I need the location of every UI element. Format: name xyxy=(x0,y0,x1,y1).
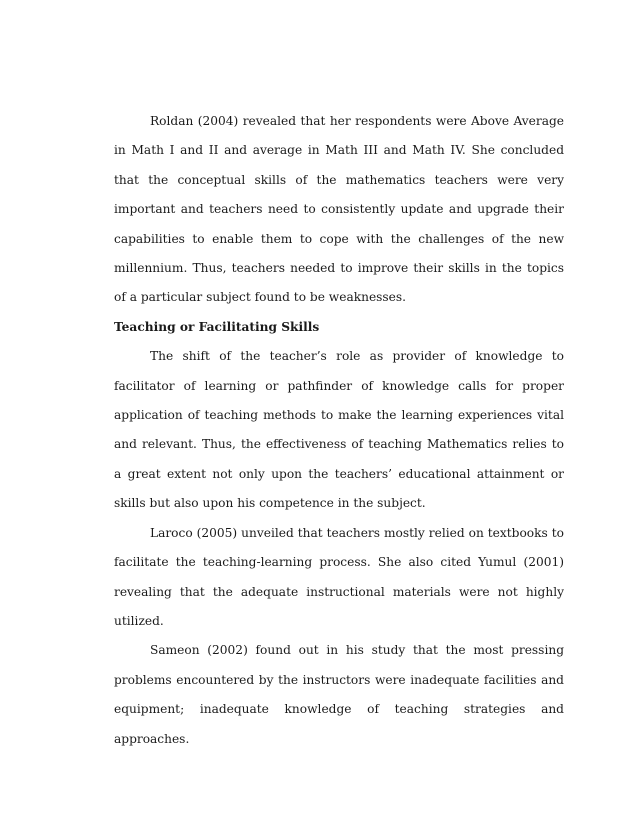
section-heading: Teaching or Facilitating Skills xyxy=(114,319,320,334)
paragraph-roldan: Roldan (2004) revealed that her respondents were Above Average in Math I and II and average in Math III and Math IV. She concluded that the conceptual skills of the mathematics teachers were very important and teachers need to consistently update and upgrade their capabilities to enable them to cope with the challenges of the new millennium. Thus, teachers needed to improve their skills in the topics of a particular subject found to be weaknesses. xyxy=(114,114,564,305)
paragraph-sameon: Sameon (2002) found out in his study that the most pressing problems encountered by the instructors were inadequate facilities and equipment; inadequate knowledge of teaching strategies and approaches. xyxy=(114,643,564,746)
paragraph-laroco: Laroco (2005) unveiled that teachers mostly relied on textbooks to facilitate the teaching-learning process. She also cited Yumul (2001) revealing that the adequate instructional materials were not highly utilized. xyxy=(114,525,564,628)
document-page xyxy=(114,107,564,754)
paragraph-teacher-role: The shift of the teacher’s role as provider of knowledge to facilitator of learning or pathfinder of knowledge calls for proper application of teaching methods to make the learning experiences vital and relevant. Thus, the effectiveness of teaching Mathematics relies to a great extent not only upon the teachers’ educational attainment or skills but also upon his competence in the subject. xyxy=(114,349,564,511)
